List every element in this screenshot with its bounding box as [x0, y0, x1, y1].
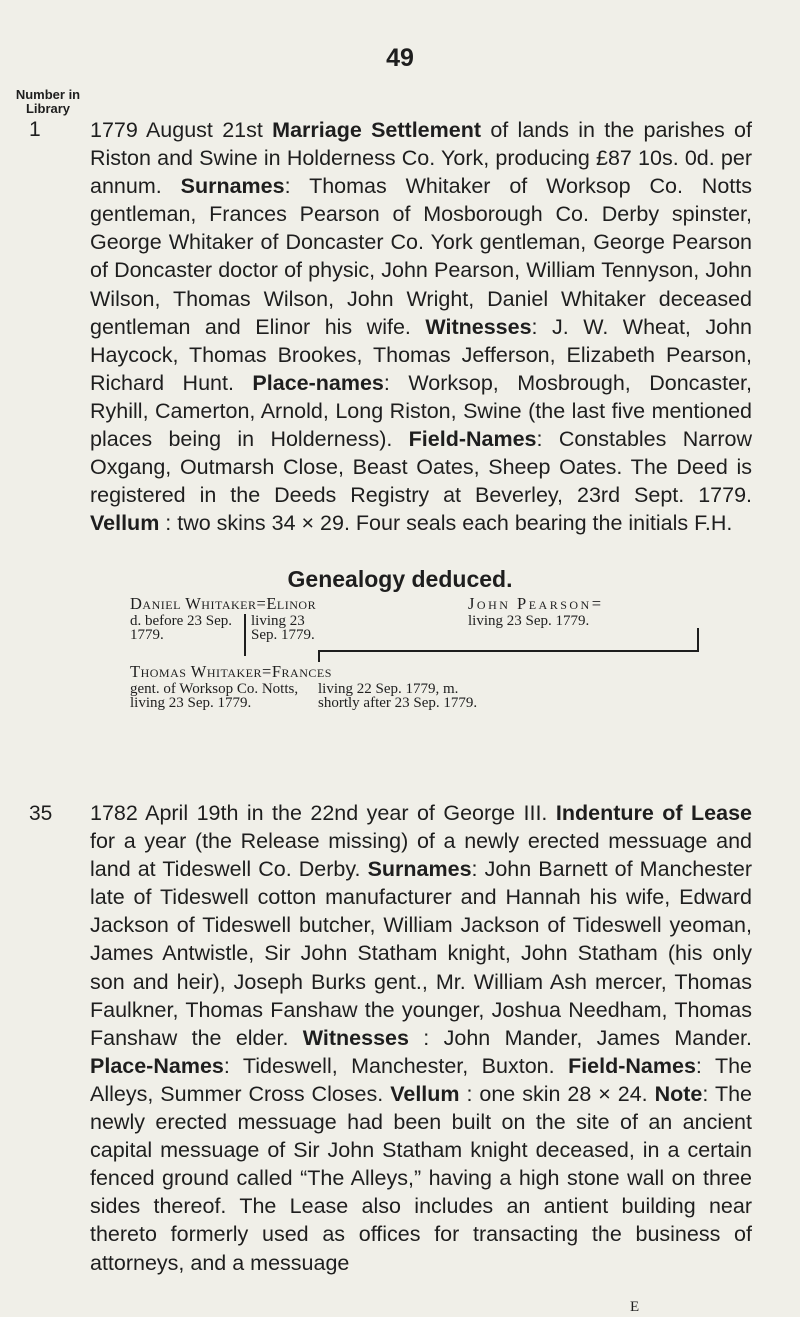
entry-number: 1 [29, 118, 41, 141]
field-names-label: Field-Names [568, 1053, 696, 1078]
field-names-text: Constables Narrow Oxgang, Outmarsh Close, Beast Oates, Sheep Oates. The Deed is registered in the Deeds Registry at Beverley, 23rd Sept. 1779. [90, 427, 752, 508]
entry-description: for a year (the Release missing) of a newly erected messuage and land at Tideswell Co. Derby. [90, 829, 752, 882]
vellum-label: Vellum [390, 1081, 460, 1106]
field-names-label: Field-Names [408, 427, 537, 452]
surnames-label: Surnames [180, 174, 285, 199]
witnesses-text: John Mander, James Mander. [443, 1025, 753, 1050]
field-names-text: The Alleys, Summer Cross Closes. [90, 1053, 753, 1106]
daniel-name: Daniel Whitaker [130, 594, 257, 613]
entry-body: 1779 August 21st Marriage Settlement of lands in the parishes of Riston and Swine in Holderness Co. York, producing £87 10s. 0d. per annum. Surnames: Thomas Whitaker of Worksop Co. Notts gentleman, Frances Pearson of Mosborough Co. Derby spinster, George Whitaker of Doncaster Co. York gentleman, George Pearson of Doncaster doctor of physic, John Pearson, William Tennyson, John Wilson, Thomas Wilson, John Wright, Daniel Whitaker deceased gentleman and Elinor his wife. Witnesses: J. W. Wheat, John Haycock, Thomas Brookes, Thomas Jefferson, Elizabeth Pearson, Richard Hunt. Place-names: Worksop, Mosbrough, Doncaster, Ryhill, Camerton, Arnold, Long Riston, Swine (the last five mentioned places being in Holderness). Field-Names: Constables Narrow Oxgang, Outmarsh Close, Beast Oates, Sheep Oates. The Deed is registered in the Deeds Registry at Beverley, 23rd Sept. 1779. Vellum : two skins 34 × 29. Four seals each bearing the initials F.H. [90, 118, 753, 536]
john-detail: living 23 Sep. 1779. [468, 613, 590, 629]
note-text: The newly erected messuage had been built on the site of an ancient capital messuage of Sir John Statham knight deceased, in a certain fenced ground called “The Alleys,” having a high stone wall on three sides thereof. The Lease also includes an antient building near thereto formerly used as offices for transacting the business of attorneys, and a messuage [90, 1081, 752, 1275]
place-names-label: Place-names [252, 370, 384, 395]
vellum-label: Vellum [90, 511, 160, 536]
entry-intro: 1782 April 19th in the 22nd year of George III. [90, 801, 548, 825]
elinor-name: Elinor [266, 594, 317, 613]
entry-body: 1782 April 19th in the 22nd year of George III. Indenture of Lease for a year (the Release missing) of a newly erected messuage and land at Tideswell Co. Derby. Surnames: John Barnett of Manchester late of Tideswell cotton manufacturer and Hannah his wife, Edward Jackson of Tideswell butcher, William Jackson of Tideswell yeoman, James Antwistle, Sir John Statham knight, John Statham (his only son and heir), Joseph Burks gent., Mr. William Ash mercer, Thomas Faulkner, Thomas Fanshaw the younger, Joshua Needham, Thomas Fanshaw the elder. Witnesses : John Mander, James Mander. Place-Names: Tideswell, Manchester, Buxton. Field-Names: The Alleys, Summer Cross Closes. Vellum : one skin 28 × 24. Note: The newly erected messuage had been built on the site of an ancient capital messuage of Sir John Statham knight deceased, in a certain fenced ground called “The Alleys,” having a high stone wall on three sides thereof. The Lease also includes an antient building near thereto formerly used as offices for transacting the business of attorneys, and a messuage [90, 801, 753, 1275]
surnames-text: Thomas Whitaker of Worksop Co. Notts gentleman, Frances Pearson of Mosborough Co. Derby spinster, George Whitaker of Doncaster Co. York gentleman, George Pearson of Doncaster doctor of physic, John Pearson, William Tennyson, John Wilson, Thomas Wilson, John Wright, Daniel Whitaker deceased gentleman and Elinor his wife. [90, 174, 752, 339]
genealogy-top-line: Daniel Whitaker=Elinor [130, 594, 317, 613]
frances-name: Frances [271, 662, 332, 681]
frances-detail: living 22 Sep. 1779, m. shortly after 23 Sep. 1779. [318, 681, 478, 711]
entry-date: 1779 August 21st [90, 118, 263, 142]
entry-title: Indenture of Lease [555, 801, 753, 825]
john-descent-line [697, 628, 699, 650]
witnesses-label: Witnesses [425, 314, 532, 339]
genealogy-title: Genealogy deduced. [287, 566, 513, 592]
john-name: John Pearson [468, 594, 592, 613]
vellum-text: two skins 34 × 29. Four seals each bearing the initials F.H. [177, 511, 733, 536]
margin-label: Number in Library [15, 87, 81, 116]
page-number: 49 [386, 44, 414, 72]
elinor-detail: living 23 Sep. 1779. [251, 613, 315, 643]
daniel-detail: d. before 23 Sep. 1779. [130, 613, 233, 643]
witnesses-text: J. W. Wheat, John Haycock, Thomas Brookes, Thomas Jefferson, Elizabeth Pearson, Richard Hunt. [90, 314, 753, 395]
entry-description: of lands in the parishes of Riston and Swine in Holderness Co. York, producing £87 10s. 0d. per annum. [90, 118, 752, 199]
john-name-wrap: John Pearson= [468, 594, 602, 613]
signature-mark: E [630, 1299, 640, 1315]
entry-title: Marriage Settlement [272, 118, 481, 142]
surnames-text: John Barnett of Manchester late of Tideswell cotton manufacturer and Hannah his wife, Edward Jackson of Tideswell butcher, William Jackson of Tideswell yeoman, James Antwistle, Sir John Statham knight, John Statham (his only son and heir), Joseph Burks gent., Mr. William Ash mercer, Thomas Faulkner, Thomas Fanshaw the younger, Joshua Needham, Thomas Fanshaw the elder. [90, 857, 752, 1050]
child-descent-line [318, 650, 320, 662]
surnames-label: Surnames [367, 857, 472, 882]
descent-connector-line [318, 650, 699, 652]
thomas-detail: gent. of Worksop Co. Notts, living 23 Sep. 1779. [130, 681, 299, 711]
place-names-text: Worksop, Mosbrough, Doncaster, Ryhill, Camerton, Arnold, Long Riston, Swine (the last five mentioned places being in Holderness). [90, 370, 752, 452]
thomas-name: Thomas Whitaker [130, 662, 263, 681]
daniel-elinor-marriage-line [244, 614, 246, 656]
witnesses-label: Witnesses [302, 1025, 409, 1050]
note-label: Note [654, 1081, 703, 1106]
genealogy-child-line: Thomas Whitaker=Frances [130, 662, 332, 681]
entry-number: 35 [29, 802, 53, 825]
place-names-label: Place-Names [90, 1053, 224, 1078]
place-names-text: Tideswell, Manchester, Buxton. [242, 1053, 555, 1078]
vellum-text: one skin 28 × 24. [479, 1081, 648, 1106]
